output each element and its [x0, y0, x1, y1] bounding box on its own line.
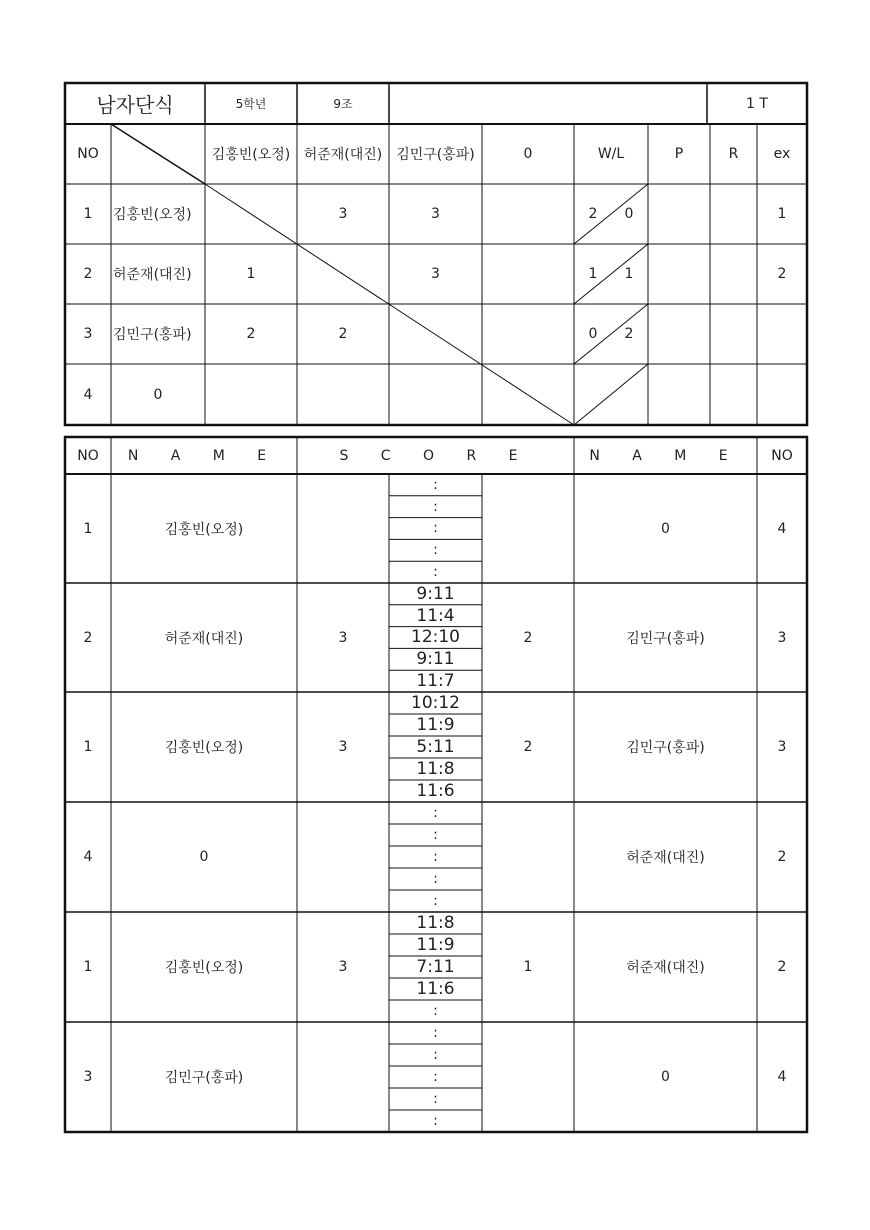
match-player2-sets [482, 1022, 574, 1132]
points-cell [648, 244, 710, 304]
group-label: 9조 [333, 97, 353, 111]
match-player1-sets [297, 802, 389, 912]
game-score: 11:6 [416, 781, 455, 801]
wins-count: 2 [588, 206, 598, 222]
game-score: 5:11 [416, 737, 455, 757]
points-cell [648, 184, 710, 244]
game-score: 12:10 [411, 627, 460, 648]
game-score: 7:11 [416, 957, 455, 977]
match-player2-no: 2 [777, 849, 787, 865]
league-score-cell [482, 364, 574, 425]
event-title: 남자단식 [96, 93, 174, 117]
match-player1-name: 김홍빈(오정) [164, 740, 244, 756]
match-player1-name: 김홍빈(오정) [164, 960, 244, 976]
rank-cell [710, 304, 757, 364]
league-row-no: 4 [83, 386, 93, 403]
game-score: : [433, 542, 438, 559]
league-score-cell [482, 184, 574, 244]
match-player1-no: 4 [83, 849, 93, 865]
match-player1-no: 1 [83, 739, 93, 755]
losses-count: 0 [624, 206, 634, 222]
grade-label: 5학년 [235, 97, 267, 111]
league-header-player-4: 0 [523, 146, 533, 162]
league-header-ex: ex [773, 146, 791, 162]
league-row-no: 2 [83, 266, 93, 282]
league-row-name: 김홍빈(오정) [113, 207, 192, 223]
game-score: 9:11 [416, 583, 455, 604]
game-score: 11:6 [416, 979, 455, 999]
match-player1-sets [297, 1022, 389, 1132]
game-score: : [433, 520, 438, 537]
game-score: : [433, 1091, 438, 1107]
match-player2-sets [482, 474, 574, 583]
match-player1-name: 김홍빈(오정) [164, 521, 244, 538]
match-player2-sets: 1 [523, 959, 533, 975]
ex-cell [757, 364, 807, 425]
rank-cell [710, 364, 757, 425]
game-score: 9:11 [416, 649, 455, 670]
league-score-cell [389, 364, 482, 425]
match-player1-no: 1 [83, 520, 93, 537]
game-score: 11:7 [416, 671, 455, 692]
game-score: 11:8 [416, 759, 455, 779]
wins-count: 1 [588, 266, 598, 282]
game-score: : [433, 1113, 438, 1129]
league-header-p: P [674, 146, 684, 162]
league-header-player-1: 김홍빈(오정) [211, 147, 291, 163]
match-player1-sets [297, 474, 389, 583]
match-player2-no: 3 [777, 739, 787, 755]
league-score-cell [389, 304, 482, 364]
league-header-player-3: 김민구(홍파) [396, 147, 475, 163]
match-player2-no: 3 [777, 629, 787, 646]
match-player2-no: 2 [777, 959, 787, 975]
game-score: : [433, 1003, 438, 1019]
match-player2-sets: 2 [523, 739, 533, 755]
league-score-cell: 3 [338, 206, 348, 222]
league-header-wl: W/L [597, 146, 625, 162]
league-row-no: 1 [83, 206, 93, 222]
match-header-no: NO [77, 447, 99, 464]
game-score: 10:12 [411, 693, 460, 713]
match-player1-sets: 3 [338, 739, 348, 755]
match-player1-name: 허준재(대진) [164, 630, 244, 647]
game-score: : [433, 498, 438, 515]
ex-cell: 2 [777, 266, 787, 282]
game-score: : [433, 805, 438, 821]
game-score: 11:4 [416, 605, 455, 626]
league-score-cell: 1 [246, 266, 256, 282]
match-header-name2: N A M E [589, 447, 742, 464]
league-score-cell [297, 364, 389, 425]
losses-count: 1 [624, 266, 634, 282]
ex-cell: 1 [777, 206, 787, 222]
league-score-cell [297, 244, 389, 304]
league-row-name: 김민구(홍파) [113, 327, 192, 343]
game-score: : [433, 849, 438, 865]
game-score: : [433, 871, 438, 887]
match-player1-name: 김민구(홍파) [164, 1070, 244, 1086]
match-player2-name: 0 [661, 1069, 670, 1085]
losses-count: 2 [624, 326, 634, 342]
table-number: 1 T [746, 95, 768, 112]
match-player2-no: 4 [777, 1069, 787, 1085]
match-header-name: N A M E [127, 447, 281, 464]
game-score: 11:9 [416, 715, 455, 735]
game-score: 11:9 [416, 935, 455, 955]
match-player2-no: 4 [777, 520, 787, 537]
league-header-corner [111, 124, 205, 184]
match-player1-name: 0 [199, 849, 209, 865]
match-header-score: S C O R E [339, 447, 532, 464]
league-row-name: 0 [153, 386, 163, 403]
league-header-player-2: 허준재(대진) [303, 147, 383, 163]
league-row-no: 3 [83, 326, 93, 342]
game-score: : [433, 827, 438, 843]
league-header-r: R [728, 146, 739, 162]
game-score: : [433, 564, 438, 581]
match-player2-name: 김민구(홍파) [626, 740, 705, 756]
league-score-cell: 3 [431, 266, 440, 282]
rank-cell [710, 244, 757, 304]
match-player1-no: 1 [83, 959, 93, 975]
match-player2-sets: 2 [523, 629, 533, 646]
match-player2-name: 허준재(대진) [626, 960, 705, 976]
match-player1-no: 3 [83, 1069, 93, 1085]
game-score: : [433, 1069, 438, 1085]
league-score-cell [482, 244, 574, 304]
league-header-no: NO [77, 146, 99, 162]
match-player1-sets: 3 [338, 629, 348, 646]
league-score-cell [482, 304, 574, 364]
match-player1-sets: 3 [338, 959, 348, 975]
header-note [389, 83, 707, 124]
match-player2-name: 0 [661, 520, 670, 537]
league-score-cell [205, 184, 297, 244]
game-score: : [433, 1025, 438, 1041]
match-player2-name: 허준재(대진) [626, 850, 705, 866]
match-player1-no: 2 [83, 629, 93, 646]
wins-count [576, 364, 610, 425]
league-score-cell: 3 [431, 206, 440, 222]
wins-count: 0 [588, 326, 598, 342]
game-score: : [433, 893, 438, 909]
match-player2-name: 김민구(홍파) [626, 630, 705, 647]
rank-cell [710, 184, 757, 244]
league-row-name: 허준재(대진) [113, 267, 192, 283]
losses-count [612, 364, 646, 425]
points-cell [648, 364, 710, 425]
league-score-cell: 2 [338, 326, 348, 342]
game-score: 11:8 [416, 913, 455, 933]
match-player2-sets [482, 802, 574, 912]
ex-cell [757, 304, 807, 364]
league-score-cell [205, 364, 297, 425]
game-score: : [433, 1047, 438, 1063]
points-cell [648, 304, 710, 364]
league-score-cell: 2 [246, 326, 256, 342]
game-score: : [433, 476, 438, 493]
match-header-no2: NO [771, 447, 793, 464]
